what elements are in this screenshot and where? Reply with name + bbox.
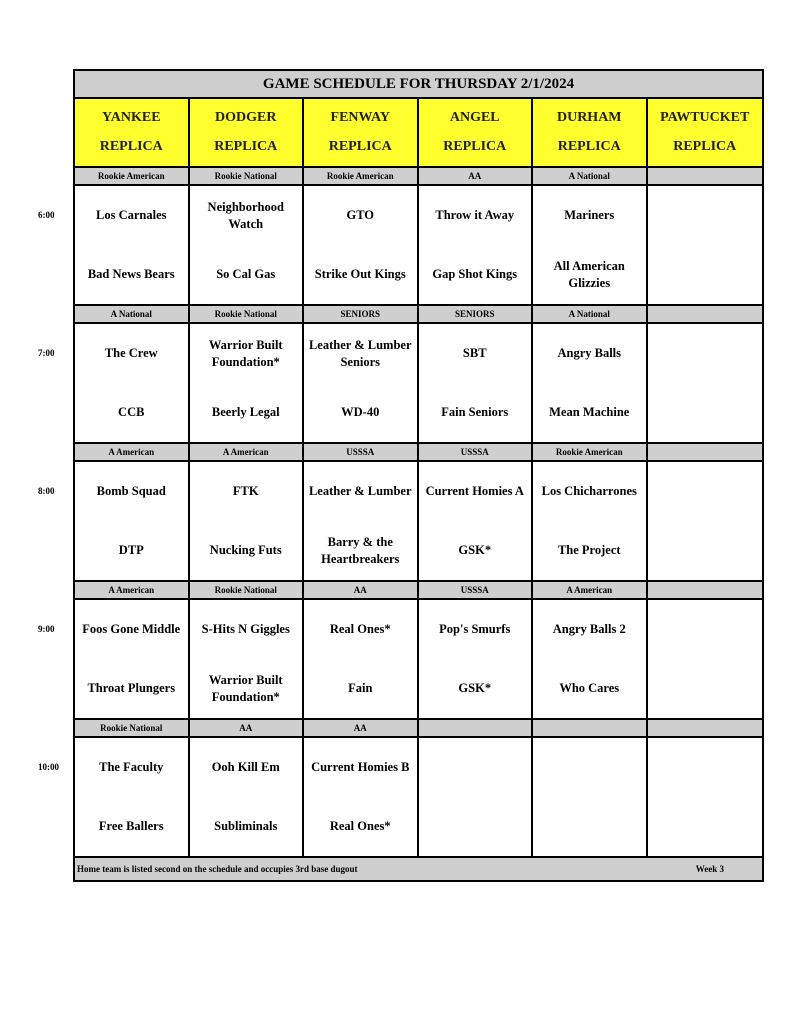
away-team: Ooh Kill Em xyxy=(211,760,280,774)
game-cell xyxy=(419,600,534,718)
home-team: Beerly Legal xyxy=(211,405,280,419)
away-team: Angry Balls xyxy=(557,346,622,360)
away-team: The Crew xyxy=(104,346,158,360)
division-row xyxy=(75,720,762,738)
field-header-pawtucket xyxy=(648,99,763,166)
game-cell xyxy=(190,324,305,442)
game-cell xyxy=(304,738,419,856)
home-team: Mean Machine xyxy=(549,405,630,419)
game-cell xyxy=(75,462,190,580)
away-team: The Faculty xyxy=(99,760,164,774)
field-header-dodger xyxy=(190,99,305,166)
division-label: SENIORS xyxy=(419,306,534,322)
away-team: Current Homies A xyxy=(425,484,524,498)
field-name: DURHAM xyxy=(556,110,622,126)
division-label: A American xyxy=(75,444,190,460)
home-team xyxy=(648,797,763,856)
footer-note: Home team is listed second on the schedule and occupies 3rd base dugout xyxy=(77,864,358,874)
game-cell xyxy=(648,462,763,580)
division-label: Rookie National xyxy=(190,168,305,184)
home-team: GSK* xyxy=(458,543,492,557)
away-team: SBT xyxy=(462,346,487,360)
away-team: Current Homies B xyxy=(311,760,410,774)
division-row xyxy=(75,444,762,462)
division-label: A National xyxy=(75,306,190,322)
division-label xyxy=(648,306,763,322)
away-team xyxy=(648,462,763,521)
division-label xyxy=(419,720,534,736)
away-team: Warrior Built Foundation* xyxy=(208,337,283,369)
division-label: Rookie National xyxy=(190,582,305,598)
away-team: Neighborhood Watch xyxy=(207,199,284,231)
game-cell xyxy=(75,186,190,304)
division-label xyxy=(648,720,763,736)
division-label: Rookie American xyxy=(533,444,648,460)
game-row xyxy=(75,324,762,444)
away-team: Mariners xyxy=(564,208,615,222)
division-label: SENIORS xyxy=(304,306,419,322)
home-team xyxy=(419,797,532,856)
game-cell xyxy=(533,186,648,304)
time-label: 9:00 xyxy=(38,624,55,634)
game-cell xyxy=(190,738,305,856)
away-team: Foos Gone Middle xyxy=(82,622,181,636)
game-cell xyxy=(190,462,305,580)
game-cell xyxy=(304,462,419,580)
home-team: All American Glizzies xyxy=(553,258,625,290)
division-label: Rookie American xyxy=(75,168,190,184)
game-cell xyxy=(304,186,419,304)
away-team xyxy=(533,738,646,797)
home-team: The Project xyxy=(557,543,621,557)
home-team: CCB xyxy=(118,405,145,419)
away-team: Pop's Smurfs xyxy=(439,622,511,636)
home-team: Gap Shot Kings xyxy=(432,267,518,281)
game-cell xyxy=(533,738,648,856)
away-team xyxy=(648,324,763,383)
away-team xyxy=(648,600,763,659)
home-team: Fain xyxy=(348,681,373,695)
division-label: Rookie National xyxy=(190,306,305,322)
field-header-yankee xyxy=(75,99,190,166)
field-name: ANGEL xyxy=(449,110,500,126)
game-cell xyxy=(648,738,763,856)
page-title: GAME SCHEDULE FOR THURSDAY 2/1/2024 xyxy=(75,71,762,99)
away-team: Throw it Away xyxy=(435,208,515,222)
home-team: Nucking Futs xyxy=(209,543,282,557)
field-name: YANKEE xyxy=(101,110,161,126)
game-cell xyxy=(75,600,190,718)
game-cell xyxy=(190,186,305,304)
division-label: AA xyxy=(304,582,419,598)
game-cell xyxy=(648,324,763,442)
game-row xyxy=(75,186,762,306)
field-subtitle: REPLICA xyxy=(673,138,737,154)
away-team: S-Hits N Giggles xyxy=(201,622,290,636)
division-label: USSSA xyxy=(419,582,534,598)
time-label: 6:00 xyxy=(38,210,55,220)
home-team xyxy=(648,659,763,718)
home-team: Warrior Built Foundation* xyxy=(208,672,283,704)
division-label xyxy=(648,582,763,598)
game-row xyxy=(75,738,762,858)
game-cell xyxy=(304,600,419,718)
field-header-durham xyxy=(533,99,648,166)
field-subtitle: REPLICA xyxy=(99,138,163,154)
away-team: Leather & Lumber Seniors xyxy=(308,337,412,369)
field-name: FENWAY xyxy=(330,110,390,126)
field-subtitle: REPLICA xyxy=(557,138,621,154)
home-team: DTP xyxy=(118,543,144,557)
away-team: Real Ones* xyxy=(329,622,391,636)
home-team: So Cal Gas xyxy=(216,267,276,281)
away-team xyxy=(419,738,532,797)
game-cell xyxy=(419,186,534,304)
game-cell xyxy=(190,600,305,718)
field-subtitle: REPLICA xyxy=(214,138,278,154)
away-team: Los Chicharrones xyxy=(541,484,637,498)
home-team: Who Cares xyxy=(559,681,620,695)
game-cell xyxy=(533,462,648,580)
away-team: Los Carnales xyxy=(96,208,167,222)
division-label: A National xyxy=(533,168,648,184)
division-label: Rookie American xyxy=(304,168,419,184)
division-label xyxy=(533,720,648,736)
game-cell xyxy=(419,462,534,580)
home-team xyxy=(648,245,763,304)
division-label: USSSA xyxy=(419,444,534,460)
time-label: 7:00 xyxy=(38,348,55,358)
footer xyxy=(75,858,762,880)
game-cell xyxy=(304,324,419,442)
division-label: A National xyxy=(533,306,648,322)
game-cell xyxy=(648,186,763,304)
division-row xyxy=(75,168,762,186)
field-subtitle: REPLICA xyxy=(328,138,392,154)
field-header-row xyxy=(75,99,762,168)
game-cell xyxy=(533,324,648,442)
field-subtitle: REPLICA xyxy=(443,138,507,154)
away-team xyxy=(648,738,763,797)
field-name: DODGER xyxy=(215,110,277,126)
away-team: Angry Balls 2 xyxy=(552,622,626,636)
division-label xyxy=(648,168,763,184)
time-label: 8:00 xyxy=(38,486,55,496)
division-label: A American xyxy=(75,582,190,598)
home-team: Throat Plungers xyxy=(87,681,176,695)
division-label: AA xyxy=(419,168,534,184)
game-row xyxy=(75,600,762,720)
home-team: Bad News Bears xyxy=(87,267,175,281)
game-cell xyxy=(648,600,763,718)
division-label: AA xyxy=(304,720,419,736)
away-team: Bomb Squad xyxy=(96,484,166,498)
division-label xyxy=(648,444,763,460)
away-team: GTO xyxy=(346,208,375,222)
game-cell xyxy=(419,738,534,856)
field-header-fenway xyxy=(304,99,419,166)
division-label: Rookie National xyxy=(75,720,190,736)
away-team: Leather & Lumber xyxy=(308,484,412,498)
week-label: Week 3 xyxy=(695,864,724,874)
game-cell xyxy=(419,324,534,442)
away-team: FTK xyxy=(232,484,259,498)
division-row xyxy=(75,306,762,324)
home-team: Strike Out Kings xyxy=(314,267,406,281)
game-cell xyxy=(533,600,648,718)
home-team: Subliminals xyxy=(214,819,278,833)
schedule-table xyxy=(73,69,764,882)
field-name: PAWTUCKET xyxy=(660,110,750,126)
division-label: USSSA xyxy=(304,444,419,460)
game-row xyxy=(75,462,762,582)
game-cell xyxy=(75,324,190,442)
division-row xyxy=(75,582,762,600)
home-team xyxy=(648,383,763,442)
home-team: GSK* xyxy=(458,681,492,695)
division-label: A American xyxy=(533,582,648,598)
game-cell xyxy=(75,738,190,856)
home-team xyxy=(533,797,646,856)
time-slots xyxy=(75,168,762,858)
home-team: Real Ones* xyxy=(329,819,391,833)
field-header-angel xyxy=(419,99,534,166)
home-team xyxy=(648,521,763,580)
division-label: A American xyxy=(190,444,305,460)
time-label: 10:00 xyxy=(38,762,59,772)
home-team: WD-40 xyxy=(341,405,380,419)
home-team: Barry & the Heartbreakers xyxy=(321,534,400,566)
home-team: Free Ballers xyxy=(98,819,164,833)
away-team xyxy=(648,186,763,245)
division-label: AA xyxy=(190,720,305,736)
home-team: Fain Seniors xyxy=(441,405,509,419)
